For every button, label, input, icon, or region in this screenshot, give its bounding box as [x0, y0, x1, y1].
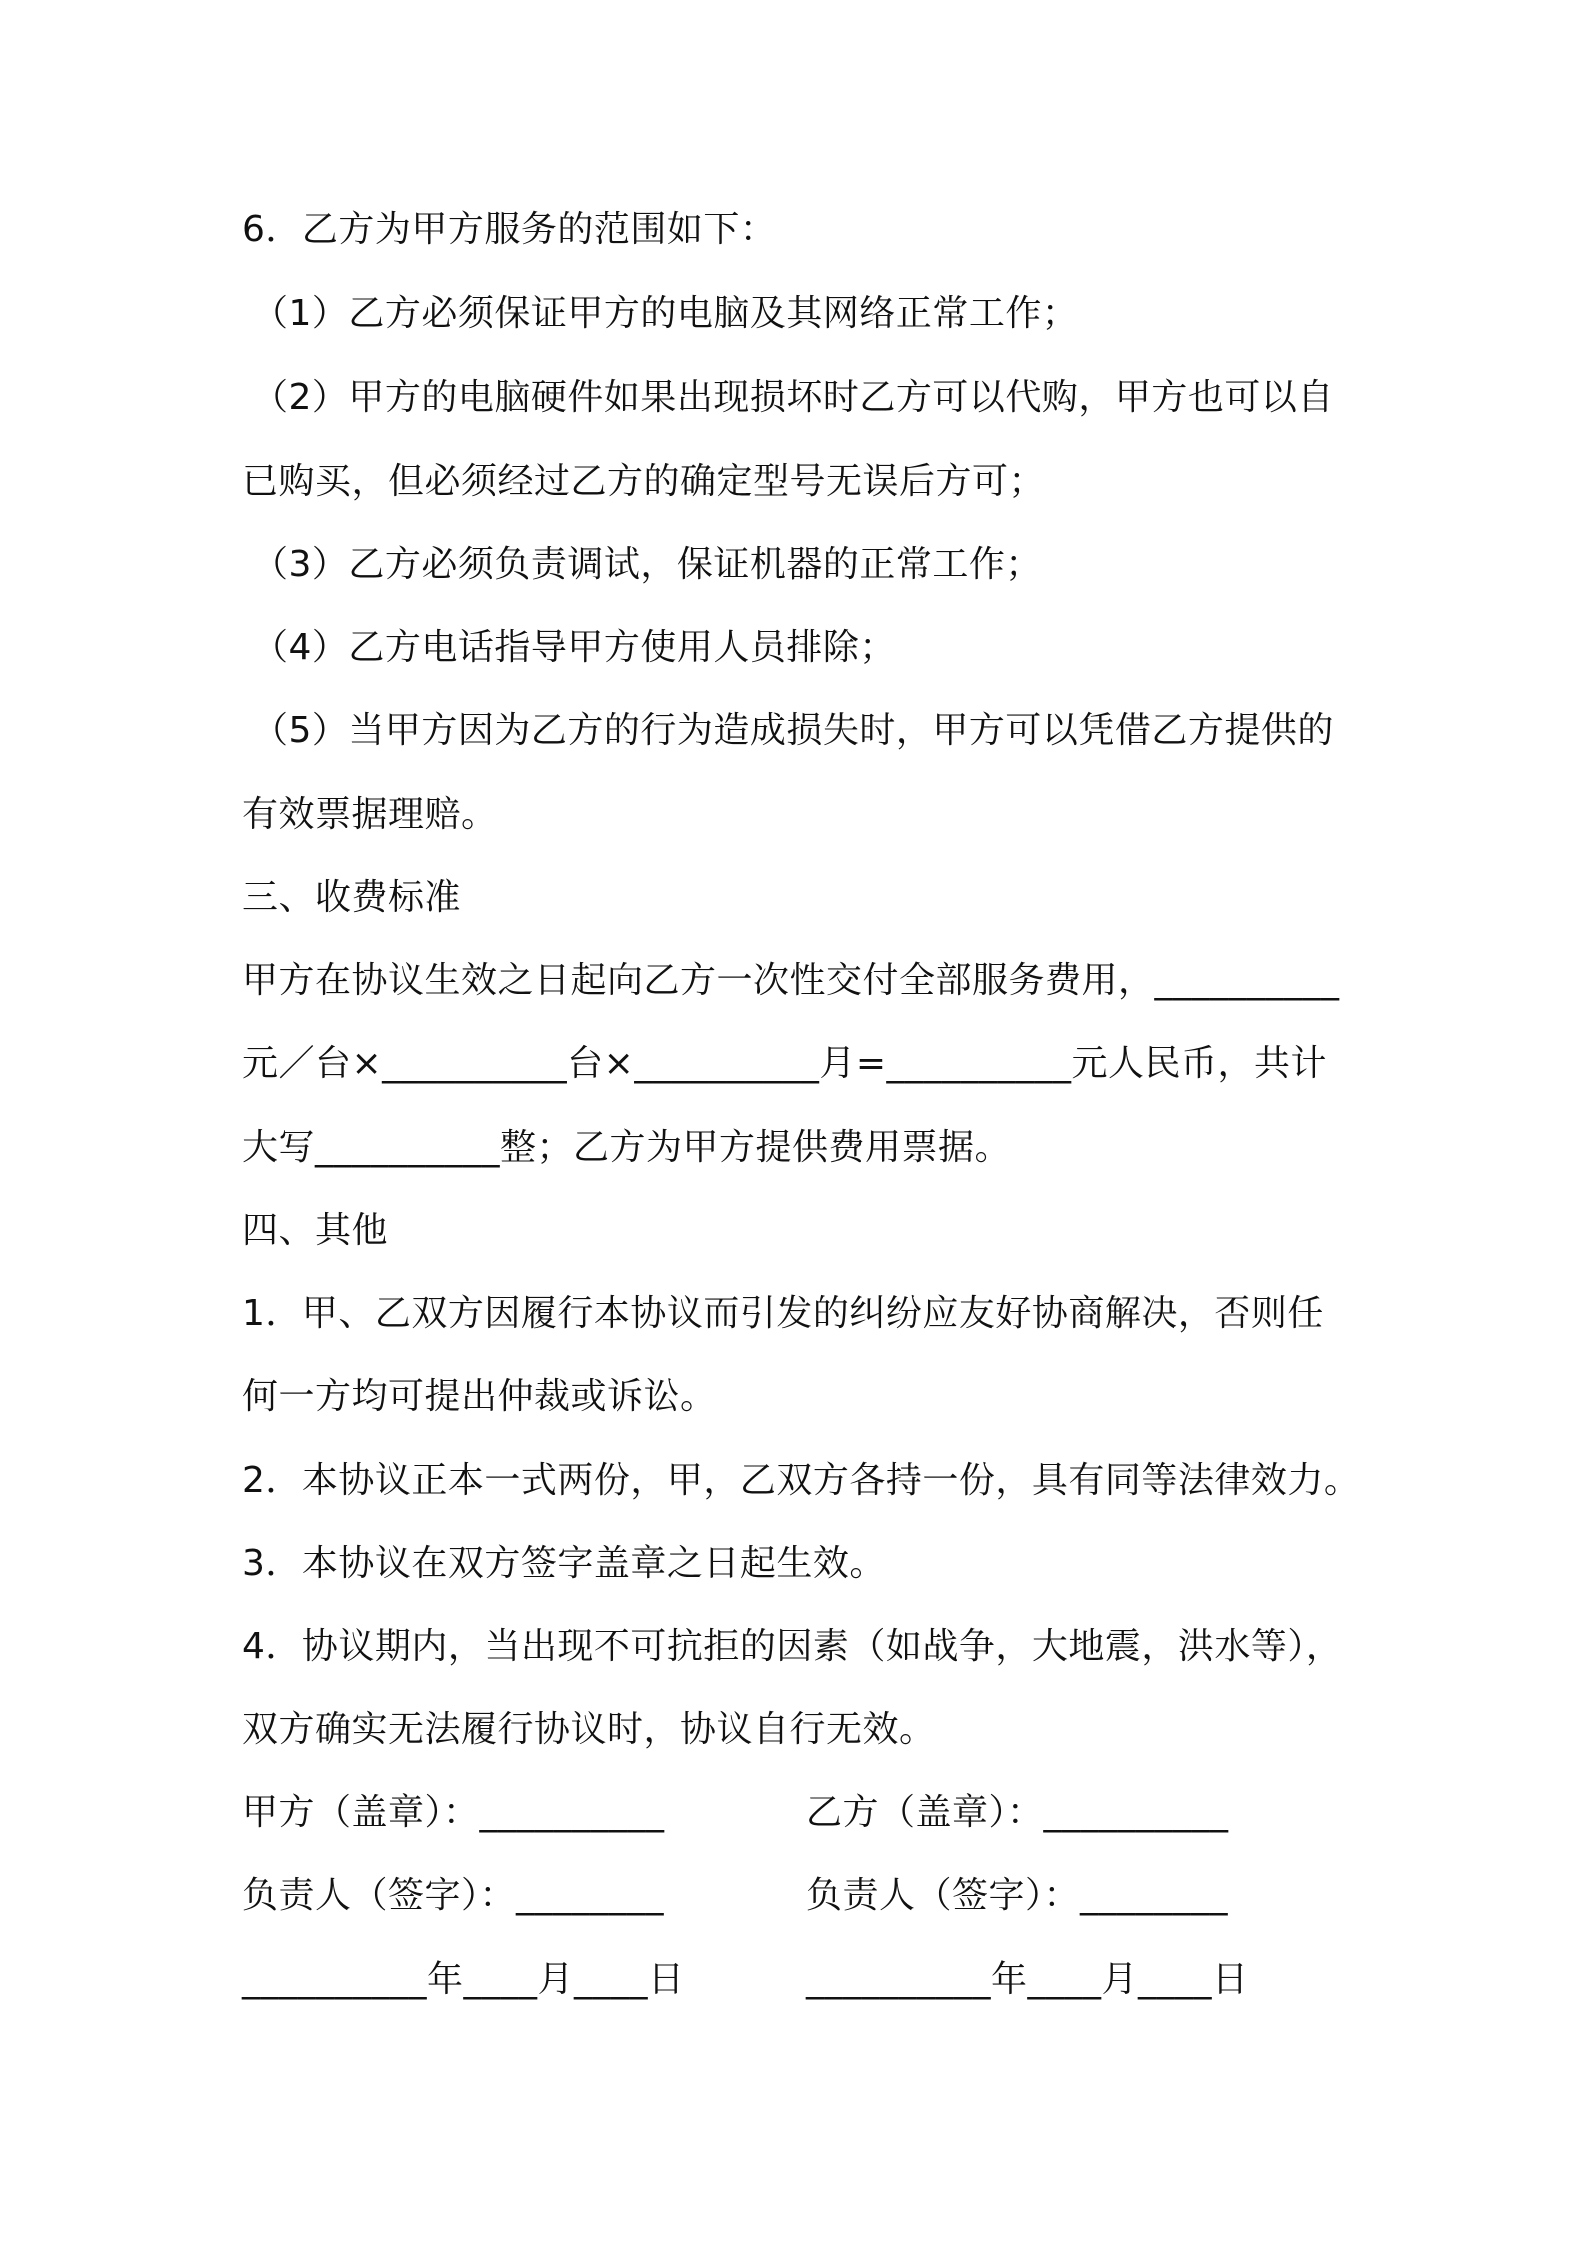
clause-6-item-4: （4）乙方电话指导甲方使用人员排除； [252, 627, 896, 668]
fee-paragraph-line-2: 元／台×__________台×__________月=__________元人民币，共计 [242, 1043, 1327, 1084]
party-b-seal-line: 乙方（盖章）：__________ [806, 1792, 1229, 1833]
fee-paragraph-line-3: 大写__________整；乙方为甲方提供费用票据。 [242, 1127, 1012, 1168]
other-clause-3: 3．本协议在双方签字盖章之日起生效。 [242, 1543, 886, 1584]
clause-6-item-5-line-1: （5）当甲方因为乙方的行为造成损失时，甲方可以凭借乙方提供的 [252, 710, 1334, 751]
other-clause-4-line-1: 4．协议期内，当出现不可抗拒的因素（如战争，大地震，洪水等）， [242, 1626, 1343, 1667]
fee-paragraph-line-1: 甲方在协议生效之日起向乙方一次性交付全部服务费用，__________ [242, 960, 1340, 1001]
party-a-seal-line: 甲方（盖章）：__________ [242, 1792, 665, 1833]
section-4-heading: 四、其他 [242, 1210, 389, 1251]
clause-6-item-2-line-1: （2）甲方的电脑硬件如果出现损坏时乙方可以代购，甲方也可以自 [252, 377, 1334, 418]
party-b-signer-line: 负责人（签字）：________ [806, 1875, 1229, 1916]
clause-6-item-5-line-2: 有效票据理赔。 [242, 794, 498, 835]
other-clause-4-line-2: 双方确实无法履行协议时，协议自行无效。 [242, 1709, 936, 1750]
other-clause-2: 2．本协议正本一式两份，甲，乙双方各持一份，具有同等法律效力。 [242, 1460, 1361, 1501]
party-b-date-line: __________年____月____日 [806, 1959, 1249, 2000]
party-a-date-line: __________年____月____日 [242, 1959, 685, 2000]
clause-6-item-2-line-2: 已购买，但必须经过乙方的确定型号无误后方可； [242, 461, 1046, 502]
other-clause-1-line-1: 1．甲、乙双方因履行本协议而引发的纠纷应友好协商解决，否则任 [242, 1293, 1324, 1334]
party-a-signer-line: 负责人（签字）：________ [242, 1875, 665, 1916]
clause-6-item-1: （1）乙方必须保证甲方的电脑及其网络正常工作； [252, 293, 1079, 334]
other-clause-1-line-2: 何一方均可提出仲裁或诉讼。 [242, 1376, 717, 1417]
clause-6-heading: 6．乙方为甲方服务的范围如下： [242, 209, 777, 250]
section-3-heading: 三、收费标准 [242, 877, 462, 918]
clause-6-item-3: （3）乙方必须负责调试，保证机器的正常工作； [252, 544, 1042, 585]
